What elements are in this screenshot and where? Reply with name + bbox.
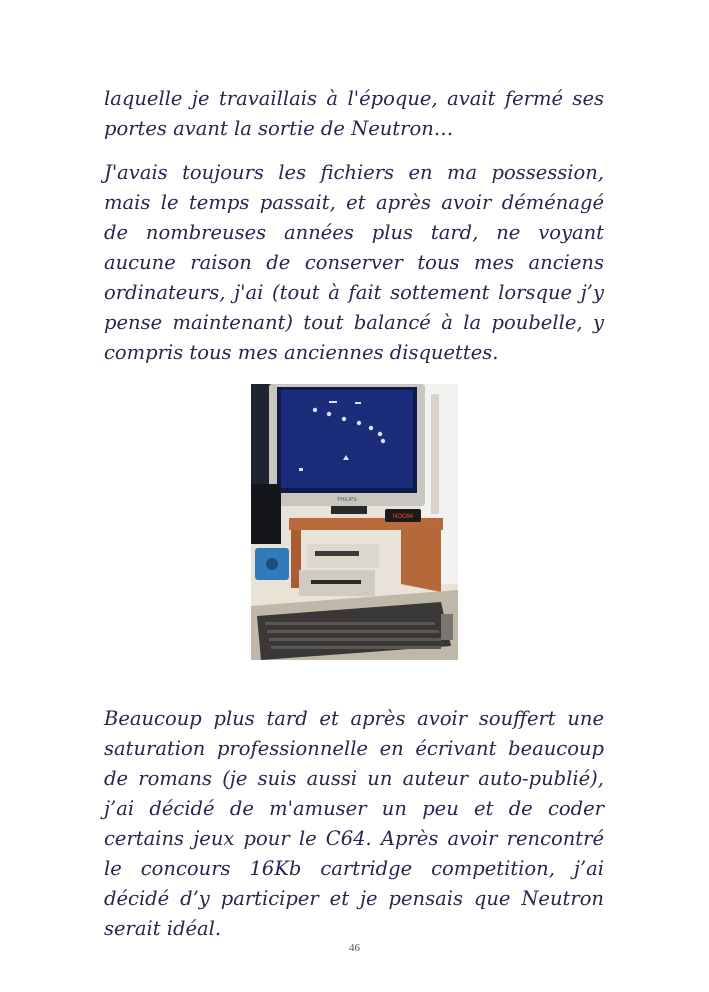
monitor-brand: PHILIPS (337, 497, 357, 503)
c64-setup-photo (251, 384, 458, 660)
page-number: 46 (349, 942, 360, 954)
paragraph-1: laquelle je travaillais à l'époque, avait fermé ses portes avant la sortie de Neutron… (104, 87, 604, 140)
paragraph-2: J'avais toujours les fichiers en ma possession, mais le temps passait, et après avoir déménagé de nombreuses années plus tard, ne voyant aucune raison de conserver tous mes anciens ordinateurs, j'ai (tout à fait sottement lorsque j’y pense maintenant) tout balancé à la poubelle, y compris tous mes anciennes disquettes. (104, 161, 604, 364)
monitor (269, 384, 425, 506)
device-label: NOC64 (392, 514, 414, 520)
paragraph-3: Beaucoup plus tard et après avoir souffert une saturation professionnelle en écrivant beaucoup de romans (je suis aussi un auteur auto-publié), j’ai décidé de m'amuser un peu et de coder certains jeux pour le C64. Après avoir rencontré le concours 16Kb cartridge competition, j’ai décidé d’y participer et je pensais que Neutron serait idéal. (104, 707, 604, 940)
